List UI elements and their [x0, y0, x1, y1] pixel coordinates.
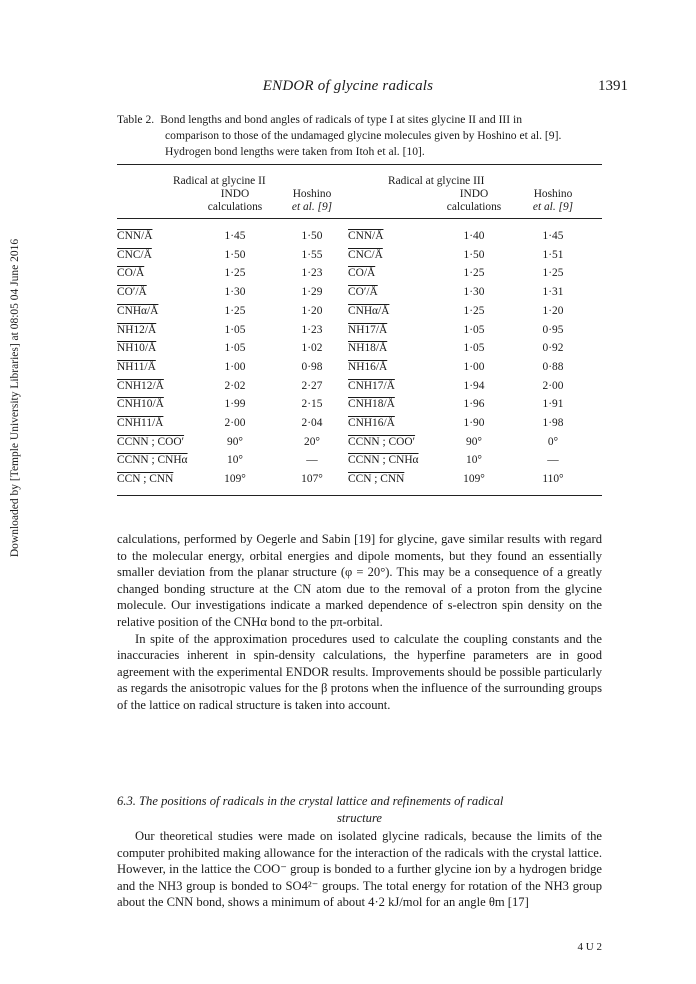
table-cell-value: 1·50 — [301, 230, 323, 242]
section-heading — [117, 793, 602, 826]
table-cell-value: 1·25 — [463, 304, 485, 317]
table-cell-value: 90° — [466, 435, 482, 448]
table-cell-value: 1·45 — [224, 230, 246, 242]
table-cell-value: 1·05 — [463, 323, 485, 336]
table-cell-value: 0·95 — [542, 323, 564, 336]
table-cell-value: 1·51 — [542, 248, 564, 261]
table-cell-value: 1·20 — [301, 304, 323, 317]
table-cell-value: 1·25 — [463, 267, 485, 280]
section-heading-line1: 6.3. The positions of radicals in the crystal lattice and refinements of radical — [117, 794, 504, 808]
table-caption-line: Bond lengths and bond angles of radicals of type I at sites glycine II and III in — [160, 113, 523, 126]
table-row-label: NH16/Å — [348, 360, 388, 373]
table-caption — [117, 112, 602, 160]
col-header-hoshino — [272, 188, 352, 214]
table-cell-value: 1·05 — [463, 342, 485, 355]
table-row-label: NH18/Å — [348, 342, 388, 355]
running-title: ENDOR of glycine radicals — [262, 78, 434, 94]
table-row-label: CO/Å — [348, 267, 376, 280]
table-row-label: CNHα/Å — [117, 304, 159, 317]
table-row-label: CNH18/Å — [348, 398, 395, 411]
table-cell-value: 1·05 — [224, 323, 246, 336]
table-cell-value: 1·40 — [463, 230, 485, 242]
table-cell-value: 1·20 — [542, 304, 564, 317]
table-header-rule — [117, 218, 602, 219]
table-cell-value: 0·88 — [542, 360, 564, 373]
table-cell-value: 10° — [227, 454, 243, 467]
body-paragraph-3 — [117, 828, 602, 911]
group-header-glycine-iii: Radical at glycine III — [388, 175, 485, 187]
table-row-label: CO′/Å — [348, 286, 378, 299]
table-row-label: NH11/Å — [117, 360, 156, 373]
signature-mark: 4 U 2 — [577, 941, 602, 953]
table-row-label: CNH17/Å — [348, 379, 395, 392]
table-cell-value: 1·02 — [301, 342, 323, 355]
table-cell-value: 1·30 — [224, 286, 246, 299]
table-row-label: NH12/Å — [117, 323, 157, 336]
table-cell-value: — — [547, 454, 559, 467]
col-header-hoshino-line1: Hoshino — [533, 188, 573, 200]
table-cell-value: 1·99 — [224, 398, 246, 411]
table-cell-value: 1·00 — [224, 360, 246, 373]
table-row-label: CNHα/Å — [348, 304, 390, 317]
paragraph-2: In spite of the approximation procedures used to calculate the coupling constants and the inaccuracies inherent in spin-density calculations, the hyperfine parameters are in good agreement with the experimental ENDOR results. Improvements should be possible particularly as regards the anisotropic values for the β protons when the influence of the surrounding groups of the lattice on radical structure is taken into account. — [117, 631, 602, 712]
table-row-label: CNH12/Å — [117, 379, 164, 392]
table-cell-value: 20° — [304, 435, 320, 448]
table-row-label: CO′/Å — [117, 286, 147, 299]
table-cell-value: 1·90 — [463, 417, 485, 429]
col-header-indo — [195, 188, 275, 214]
table-cell-value: 2·00 — [542, 379, 564, 392]
page-number: 1391 — [598, 78, 628, 94]
col-header-indo — [434, 188, 514, 214]
table-row-label: NH17/Å — [348, 323, 388, 336]
paragraph-3: Our theoretical studies were made on isolated glycine radicals, because the limits of the computer prohibited making allowance for the interaction of the radicals with the crystal lattice. However, in the lattice the COO⁻ group is bonded to a further glycine ion by a hydrogen bridge and the NH3 group is bonded to SO4²⁻ groups. The total energy for rotation of the NH3 group about the CNN bond, shows a minimum of about 4·2 kJ/mol for an angle θm [17] — [117, 829, 602, 910]
table-cell-value: 1·00 — [463, 360, 485, 373]
table-row-label: CCNN ; CNHα — [348, 454, 419, 467]
table-row-label: CNC/Å — [117, 248, 152, 261]
paragraph-1: calculations, performed by Oegerle and Sabin [19] for glycine, gave similar results with regard to the molecular energy, orbital energies and dipole moments, but they found an essentially smaller deviation from the planar structure (φ = 20°). This may be a consequence of a greatly changed bonding structure at the CN atom due to the removal of a proton from the glycine molecule. Our investigations indicate a marked dependence of s-electron spin density on the relative position of the CNHα bond to the pπ-orbital. — [117, 532, 602, 629]
table-row-label: NH10/Å — [117, 342, 157, 355]
table-cell-value: 1·50 — [224, 248, 246, 261]
table-row-label: CCN ; CNN — [348, 473, 405, 486]
table-top-rule — [117, 164, 602, 165]
table-cell-value: 1·25 — [224, 267, 246, 280]
section-heading-line2: structure — [336, 810, 382, 825]
table-cell-value: 0·92 — [542, 342, 564, 355]
table-cell-value: 1·50 — [463, 248, 485, 261]
table-cell-value: 2·02 — [224, 379, 246, 392]
table-cell-value: 2·27 — [301, 379, 323, 392]
table-cell-value: 110° — [542, 473, 564, 486]
table-cell-value: 1·55 — [301, 248, 323, 261]
table-cell-value: 1·25 — [224, 304, 246, 317]
table-cell-value: 1·29 — [301, 286, 323, 299]
col-header-hoshino — [513, 188, 593, 214]
table-cell-value: 0·98 — [301, 360, 323, 373]
table-cell-value: 1·91 — [542, 398, 564, 411]
table-row-label: CNH11/Å — [117, 417, 164, 429]
col-header-indo-line2: calculations — [207, 201, 263, 213]
table-cell-value: 2·15 — [301, 398, 323, 411]
col-header-indo-line1: INDO — [220, 188, 250, 200]
table-row-label: CNC/Å — [348, 248, 383, 261]
table-cell-value: 10° — [466, 454, 482, 467]
table-row-label: CNH16/Å — [348, 417, 395, 429]
col-header-indo-line2: calculations — [446, 201, 502, 213]
col-header-hoshino-line1: Hoshino — [292, 188, 332, 200]
table-cell-value: 1·31 — [542, 286, 564, 299]
table-cell-value: 1·96 — [463, 398, 485, 411]
table-row-label: CCNN ; COO′ — [117, 435, 185, 448]
group-header-glycine-ii: Radical at glycine II — [173, 175, 266, 187]
table-cell-value: — — [306, 454, 318, 467]
table-row-label: CNN/Å — [348, 230, 384, 242]
table-caption-label: Table 2. — [117, 113, 155, 126]
col-header-hoshino-line2: et al. [9] — [532, 201, 574, 213]
table-caption-line: Hydrogen bond lengths were taken from Itoh et al. [10]. — [165, 145, 425, 158]
table-cell-value: 1·05 — [224, 342, 246, 355]
table-cell-value: 1·23 — [301, 323, 323, 336]
table-cell-value: 2·04 — [301, 417, 323, 429]
table-bottom-rule — [117, 495, 602, 496]
running-head — [0, 78, 696, 100]
table-cell-value: 2·00 — [224, 417, 246, 429]
table-row-label: CCNN ; COO′ — [348, 435, 416, 448]
table-cell-value: 107° — [301, 473, 323, 486]
table-cell-value: 109° — [224, 473, 246, 486]
table-row-label: CO/Å — [117, 267, 145, 280]
body-paragraphs — [117, 531, 602, 714]
table-cell-value: 1·94 — [463, 379, 485, 392]
table-cell-value: 1·98 — [542, 417, 564, 429]
col-header-hoshino-line2: et al. [9] — [291, 201, 333, 213]
table-cell-value: 1·45 — [542, 230, 564, 242]
table-row-label: CNH10/Å — [117, 398, 164, 411]
table-row-label: CNN/Å — [117, 230, 153, 242]
table-row-label: CCNN ; CNHα — [117, 454, 188, 467]
download-watermark: Downloaded by [Temple University Libraries] at 08:05 04 June 2016 — [9, 238, 21, 558]
table-cell-value: 1·30 — [463, 286, 485, 299]
table-row-label: CCN ; CNN — [117, 473, 174, 486]
table-cell-value: 1·25 — [542, 267, 564, 280]
table-cell-value: 0° — [547, 435, 559, 448]
table-cell-value: 1·23 — [301, 267, 323, 280]
table-caption-line: comparison to those of the undamaged glycine molecules given by Hoshino et al. [9]. — [165, 129, 562, 142]
table-cell-value: 90° — [227, 435, 243, 448]
col-header-indo-line1: INDO — [459, 188, 489, 200]
table-cell-value: 109° — [463, 473, 485, 486]
